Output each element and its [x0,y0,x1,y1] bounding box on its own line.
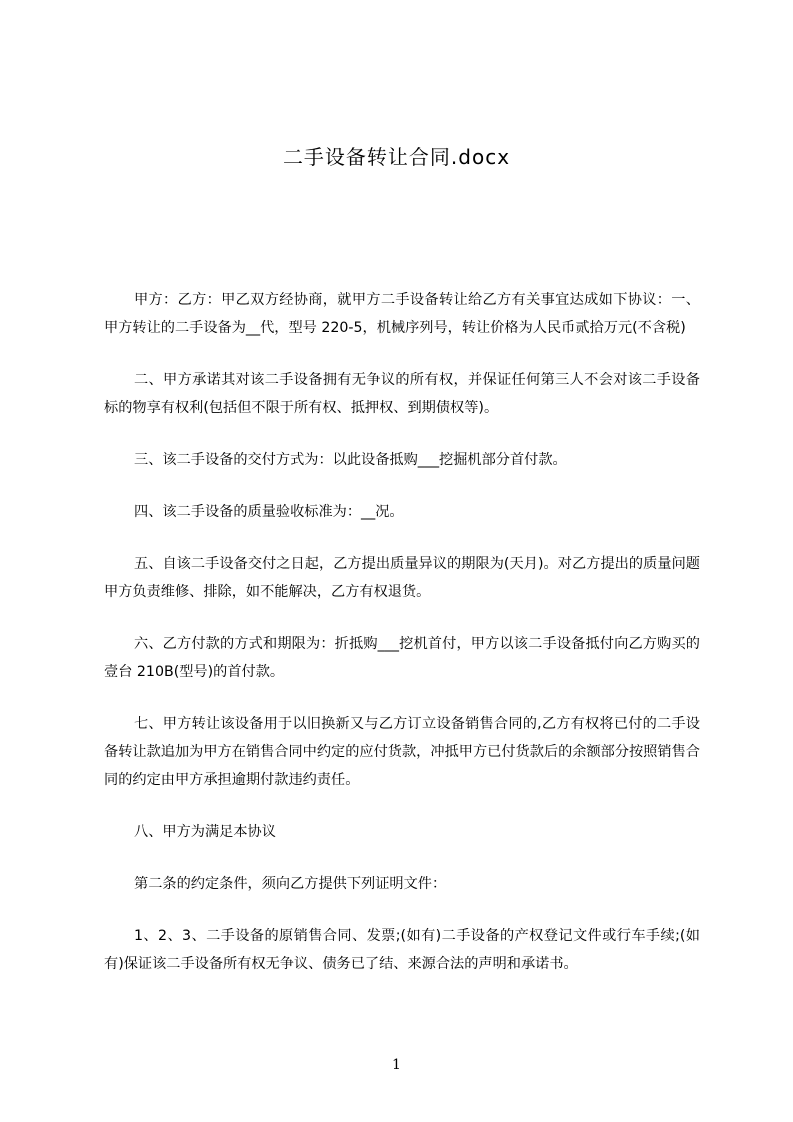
paragraph-3: 三、该二手设备的交付方式为：以此设备抵购___挖掘机部分首付款。 [134,452,567,468]
paragraph-2: 二、甲方承诺其对该二手设备拥有无争议的所有权，并保证任何第三人不会对该二手设备标的物享有权利(包括但不限于所有权、抵押权、到期债权等)。 [104,372,700,416]
page-number: 1 [392,1057,401,1073]
paragraph-4: 四、该二手设备的质量验收标准为：__况。 [134,504,404,520]
paragraph-10: 1、2、3、二手设备的原销售合同、发票;(如有)二手设备的产权登记文件或行车手续;(如有)保证该二手设备所有权无争议、债务已了结、来源合法的声明和承诺书。 [104,928,700,972]
paragraph-5: 五、自该二手设备交付之日起，乙方提出质量异议的期限为(天月)。对乙方提出的质量问题甲方负责维修、排除，如不能解决，乙方有权退货。 [104,556,700,600]
paragraph-8: 八、甲方为满足本协议 [134,824,276,840]
paragraph-1: 甲方：乙方：甲乙双方经协商，就甲方二手设备转让给乙方有关事宜达成如下协议：一、甲方转让的二手设备为__代，型号 220-5，机械序列号，转让价格为人民币贰拾万元(不含税) [104,292,700,336]
document-body [104,286,700,1002]
document-title: 二手设备转让合同.docx [282,145,511,169]
paragraph-6: 六、乙方付款的方式和期限为：折抵购___挖机首付，甲方以该二手设备抵付向乙方购买的壹台 210B(型号)的首付款。 [104,636,700,680]
paragraph-9: 第二条的约定条件，须向乙方提供下列证明文件： [134,876,447,892]
paragraph-7: 七、甲方转让该设备用于以旧换新又与乙方订立设备销售合同的,乙方有权将已付的二手设备转让款追加为甲方在销售合同中约定的应付货款，冲抵甲方已付货款后的余额部分按照销售合同的约定由甲方承担逾期付款违约责任。 [104,716,700,788]
